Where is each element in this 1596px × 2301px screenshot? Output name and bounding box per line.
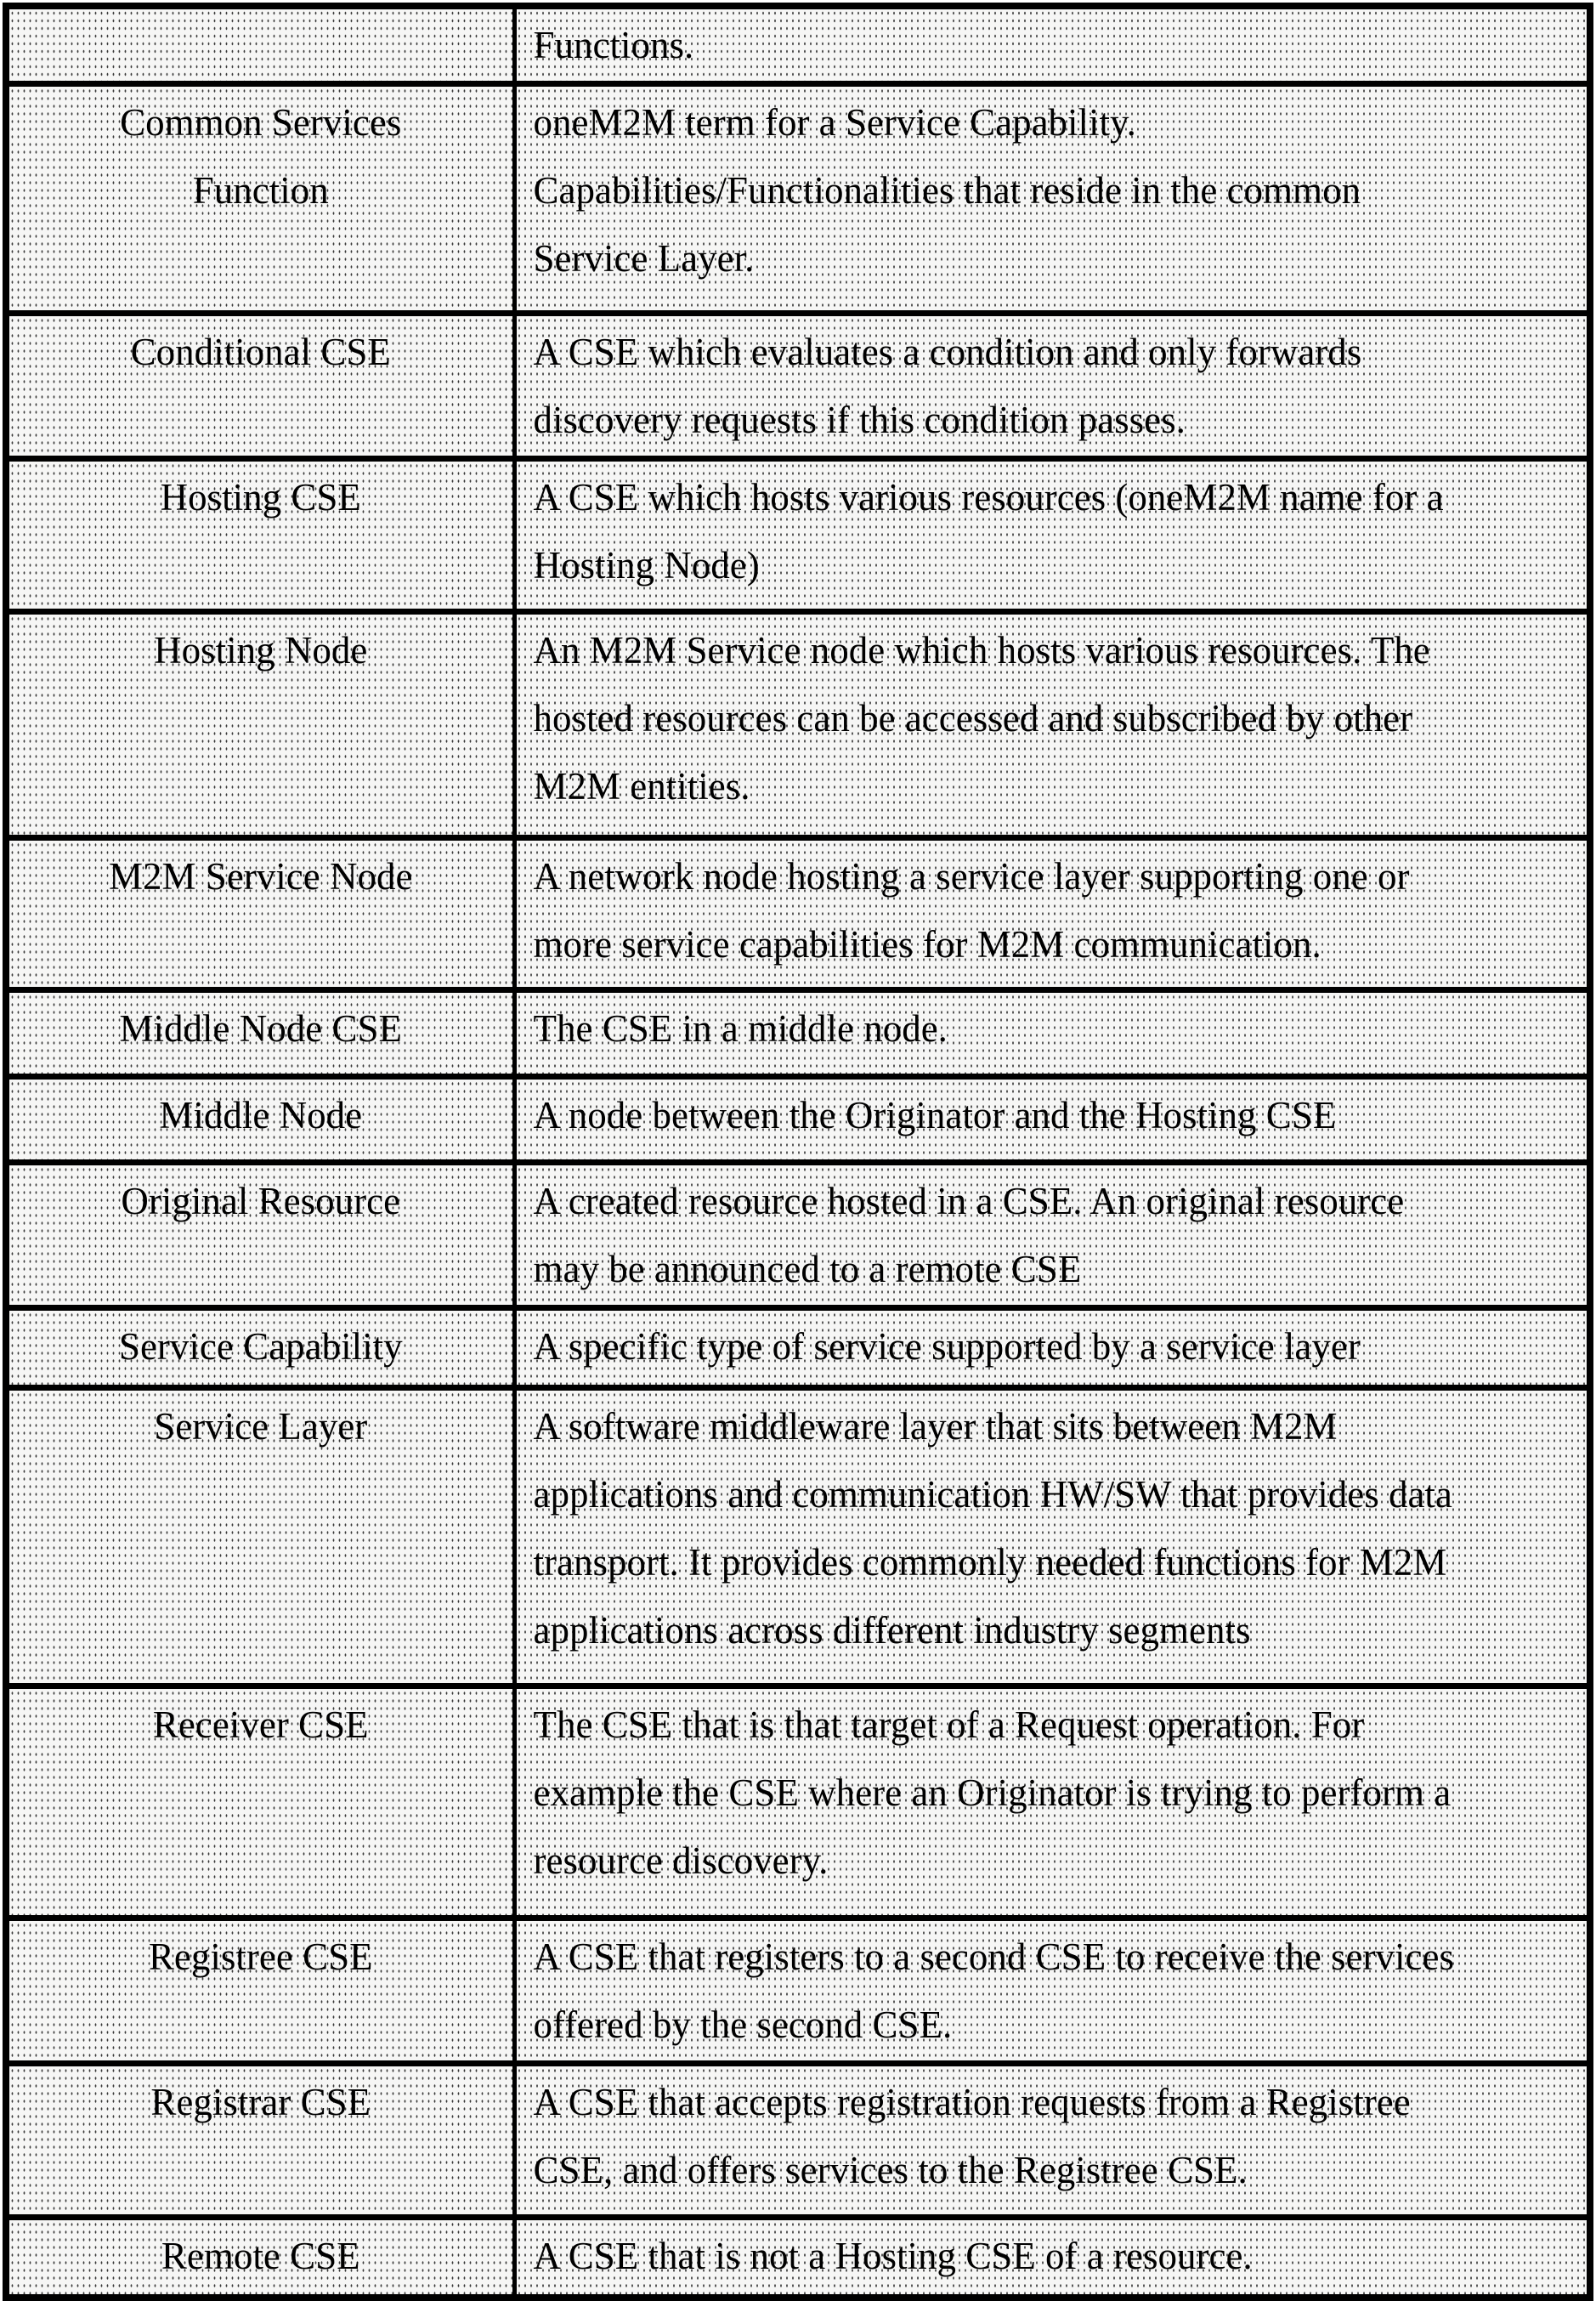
- table-row: [6, 838, 1590, 990]
- definitions-table: [3, 3, 1593, 2301]
- table-row: [6, 6, 1590, 84]
- term-cell: Middle Node CSE: [6, 990, 514, 1077]
- table-row: [6, 1308, 1590, 1388]
- term-cell: Registrar CSE: [6, 2064, 514, 2218]
- term-cell: Conditional CSE: [6, 314, 514, 459]
- definition-cell: The CSE that is that target of a Request operation. For example the CSE where an Originator is trying to perform a resource discovery.: [514, 1686, 1590, 1918]
- term-cell: Hosting CSE: [6, 459, 514, 612]
- definition-cell: A CSE that is not a Hosting CSE of a resource.: [514, 2218, 1590, 2298]
- definition-cell: A CSE which evaluates a condition and only forwards discovery requests if this condition passes.: [514, 314, 1590, 459]
- definition-cell: A network node hosting a service layer supporting one or more service capabilities for M2M communication.: [514, 838, 1590, 990]
- term-cell: Receiver CSE: [6, 1686, 514, 1918]
- term-cell: Original Resource: [6, 1163, 514, 1308]
- definition-cell: A created resource hosted in a CSE. An original resource may be announced to a remote CSE: [514, 1163, 1590, 1308]
- table-row: [6, 84, 1590, 314]
- definition-cell: A CSE that accepts registration requests from a Registree CSE, and offers services to the Registree CSE.: [514, 2064, 1590, 2218]
- table-row: [6, 612, 1590, 838]
- term-cell: Service Layer: [6, 1388, 514, 1686]
- table-row: [6, 314, 1590, 459]
- term-cell: Registree CSE: [6, 1918, 514, 2064]
- table-row: [6, 1163, 1590, 1308]
- table-row: [6, 1918, 1590, 2064]
- table-row: [6, 990, 1590, 1077]
- definitions-table-body: [6, 6, 1590, 2298]
- table-row: [6, 2218, 1590, 2298]
- table-row: [6, 459, 1590, 612]
- table-row: [6, 2064, 1590, 2218]
- table-row: [6, 1388, 1590, 1686]
- definition-cell: Functions.: [514, 6, 1590, 84]
- definition-cell: A CSE that registers to a second CSE to receive the services offered by the second CSE.: [514, 1918, 1590, 2064]
- table-row: [6, 1077, 1590, 1163]
- definition-cell: A specific type of service supported by a service layer: [514, 1308, 1590, 1388]
- definition-cell: A node between the Originator and the Hosting CSE: [514, 1077, 1590, 1163]
- term-cell: Remote CSE: [6, 2218, 514, 2298]
- table-row: [6, 1686, 1590, 1918]
- term-cell: M2M Service Node: [6, 838, 514, 990]
- definition-cell: oneM2M term for a Service Capability. Capabilities/Functionalities that reside in the common Service Layer.: [514, 84, 1590, 314]
- term-cell: Common Services Function: [6, 84, 514, 314]
- definition-cell: A software middleware layer that sits between M2M applications and communication HW/SW that provides data transport. It provides commonly needed functions for M2M applications across different industry segments: [514, 1388, 1590, 1686]
- definition-cell: The CSE in a middle node.: [514, 990, 1590, 1077]
- term-cell: Middle Node: [6, 1077, 514, 1163]
- definition-cell: A CSE which hosts various resources (oneM2M name for a Hosting Node): [514, 459, 1590, 612]
- term-cell: [6, 6, 514, 84]
- term-cell: Hosting Node: [6, 612, 514, 838]
- definition-cell: An M2M Service node which hosts various resources. The hosted resources can be accessed and subscribed by other M2M entities.: [514, 612, 1590, 838]
- term-cell: Service Capability: [6, 1308, 514, 1388]
